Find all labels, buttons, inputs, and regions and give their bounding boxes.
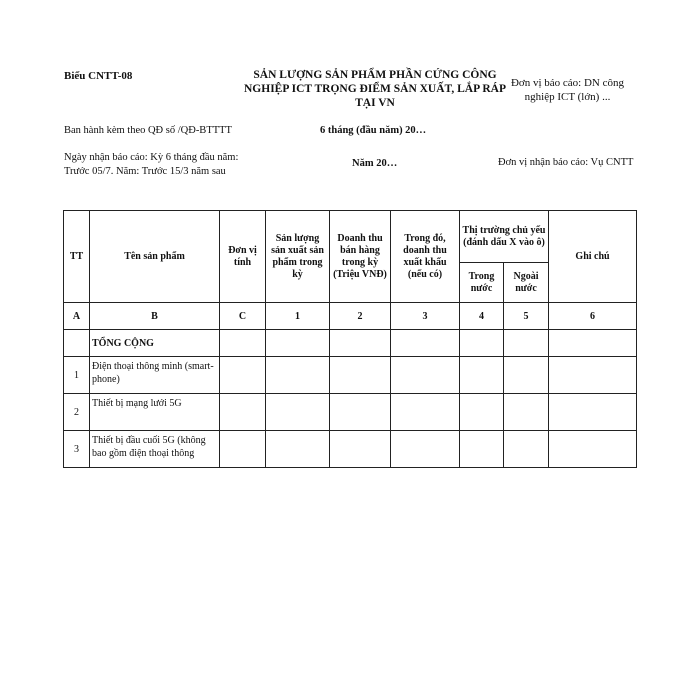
table-cell (330, 394, 391, 431)
report-title (240, 68, 510, 110)
table-cell (330, 357, 391, 394)
reporting-unit-line1: Đơn vị báo cáo: DN công (510, 77, 625, 89)
table-cell (391, 330, 460, 357)
reporting-unit-line2: nghiệp ICT (lớn) ... (524, 91, 611, 103)
report-title-line2: NGHIỆP ICT TRỌNG ĐIỂM SẢN XUẤT, LẮP RÁP (244, 83, 506, 95)
table-cell (504, 357, 549, 394)
table-cell (391, 357, 460, 394)
table-cell (220, 330, 266, 357)
report-title-line3: TẠI VN (355, 97, 395, 109)
header-export-revenue: Trong đó, doanh thu xuất khẩu (nếu có) (391, 211, 460, 303)
column-code: 5 (504, 303, 549, 330)
form-code: Biểu CNTT-08 (64, 70, 133, 82)
total-row (64, 330, 637, 357)
column-code: A (64, 303, 90, 330)
reporting-unit (505, 76, 630, 104)
row-number: 2 (64, 394, 90, 431)
column-code-row (64, 303, 637, 330)
column-code: 2 (330, 303, 391, 330)
header-main-market: Thị trường chủ yếu (đánh dấu X vào ô) (460, 211, 549, 263)
table-cell (266, 330, 330, 357)
header-foreign: Ngoài nước (504, 263, 549, 303)
product-name: Thiết bị mạng lưới 5G (90, 394, 220, 431)
total-label: TỔNG CỘNG (90, 330, 220, 357)
column-code: B (90, 303, 220, 330)
table-cell (460, 357, 504, 394)
table-cell (266, 431, 330, 468)
receiving-unit: Đơn vị nhận báo cáo: Vụ CNTT (498, 157, 634, 168)
product-name: Thiết bị đầu cuối 5G (không bao gồm điện thoại thông (90, 431, 220, 468)
table-row (64, 394, 637, 431)
product-name: Điện thoại thông minh (smart-phone) (90, 357, 220, 394)
table-cell (504, 330, 549, 357)
report-year: Năm 20… (352, 158, 398, 169)
table-cell (220, 357, 266, 394)
row-number: 3 (64, 431, 90, 468)
table-cell (391, 394, 460, 431)
column-code: 1 (266, 303, 330, 330)
table-cell (460, 431, 504, 468)
header-domestic: Trong nước (460, 263, 504, 303)
table-cell (266, 357, 330, 394)
receive-date-line2: Trước 05/7. Năm: Trước 15/3 năm sau (64, 166, 226, 177)
table-cell (549, 394, 637, 431)
table-cell (391, 431, 460, 468)
table-cell (330, 431, 391, 468)
header-product-name: Tên sản phẩm (90, 211, 220, 303)
table-cell (460, 394, 504, 431)
table-cell (220, 394, 266, 431)
issued-with: Ban hành kèm theo QĐ số /QĐ-BTTTT (64, 125, 232, 136)
column-code: 6 (549, 303, 637, 330)
table-cell (266, 394, 330, 431)
receive-date-line1: Ngày nhận báo cáo: Kỳ 6 tháng đầu năm: (64, 152, 239, 163)
column-code: 3 (391, 303, 460, 330)
row-number: 1 (64, 357, 90, 394)
header-output: Sản lượng sản xuất sản phẩm trong kỳ (266, 211, 330, 303)
table-cell (549, 330, 637, 357)
table-cell (220, 431, 266, 468)
header-tt: TT (64, 211, 90, 303)
report-period: 6 tháng (đầu năm) 20… (320, 125, 427, 136)
header-notes: Ghi chú (549, 211, 637, 303)
table-cell (460, 330, 504, 357)
table-cell (549, 431, 637, 468)
report-table (63, 210, 637, 468)
header-revenue: Doanh thu bán hàng trong kỳ (Triệu VNĐ) (330, 211, 391, 303)
receive-date (64, 151, 238, 179)
table-cell (330, 330, 391, 357)
header-unit: Đơn vị tính (220, 211, 266, 303)
report-title-line1: SẢN LƯỢNG SẢN PHẨM PHẦN CỨNG CÔNG (253, 69, 497, 81)
table-row (64, 431, 637, 468)
table-cell (504, 431, 549, 468)
column-code: 4 (460, 303, 504, 330)
table-cell (549, 357, 637, 394)
table-cell (64, 330, 90, 357)
column-code: C (220, 303, 266, 330)
table-row (64, 357, 637, 394)
table-cell (504, 394, 549, 431)
header-row (64, 211, 637, 263)
